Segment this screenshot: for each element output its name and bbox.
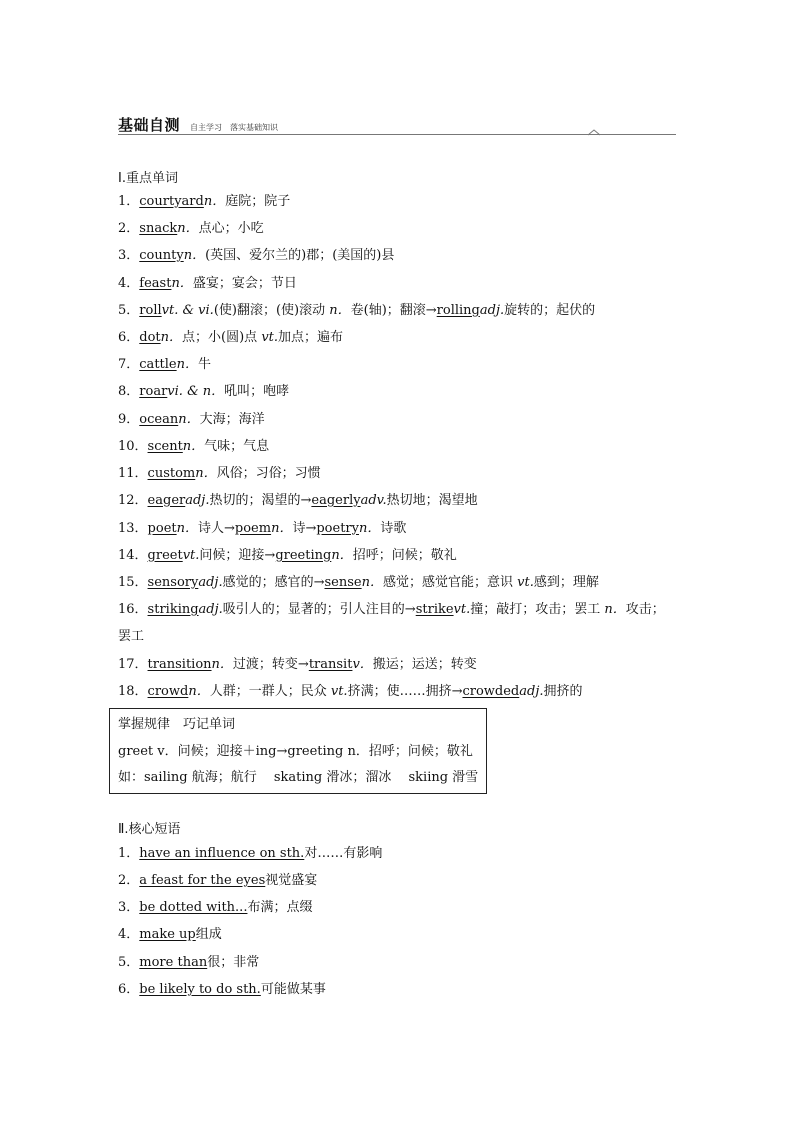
part-of-speech: n．	[183, 248, 206, 263]
definition: 攻击；	[625, 602, 665, 617]
entry-number: 18．	[118, 684, 148, 699]
entry-number: 4．	[118, 927, 140, 942]
header-subtitle: 自主学习 落实基础知识	[190, 123, 278, 132]
definition: 招呼；问候；敬礼	[352, 548, 457, 563]
tip-box-line: greet v．问候；迎接＋ing→greeting n．招呼；问候；敬礼	[118, 744, 473, 759]
definition: 很；非常	[207, 955, 260, 970]
word-entry	[118, 248, 682, 264]
part-of-speech: n．	[271, 521, 293, 536]
part-of-speech: adj.	[185, 493, 210, 508]
word-entry	[118, 276, 682, 292]
phrase-entry	[118, 955, 682, 971]
part-of-speech: vt. & vi.	[161, 303, 214, 318]
tip-box-title: 掌握规律 巧记单词	[118, 717, 236, 732]
word-entry	[118, 466, 682, 482]
part-of-speech: adj.	[479, 303, 505, 318]
definition: 感觉；感觉官能；意识	[382, 575, 513, 590]
definition: (使)翻滚；(使)滚动	[213, 303, 326, 318]
phrase-entry	[118, 900, 682, 916]
vocab-word: snack	[139, 221, 178, 236]
vocab-word: eager	[147, 493, 186, 508]
vocab-word: greeting	[275, 548, 332, 563]
word-entry	[118, 657, 682, 673]
vocab-word: eagerly	[311, 493, 361, 508]
word-entry	[118, 384, 682, 400]
part-of-speech: adv.	[360, 493, 387, 508]
entry-number: 5．	[118, 955, 140, 970]
phrase-entry	[118, 873, 682, 889]
vocab-word: sensory	[147, 575, 199, 590]
word-entry	[118, 221, 682, 237]
part-of-speech: adj.	[198, 575, 223, 590]
tip-box-line: 如：sailing 航海；航行 skating 滑冰；溜冰 skiing 滑雪	[118, 770, 479, 785]
part-of-speech: n．	[182, 439, 205, 454]
phrase: a feast for the eyes	[139, 873, 266, 888]
part-of-speech: vt.	[182, 548, 200, 563]
vocab-word: rolling	[436, 303, 480, 318]
word-entry	[118, 357, 682, 373]
part-of-speech: n．	[178, 412, 200, 427]
vocab-word: custom	[147, 466, 196, 481]
word-entry	[118, 194, 682, 210]
entry-number: 11．	[118, 466, 148, 481]
entry-number: 2．	[118, 221, 140, 236]
definition: 人群；一群人；民众	[209, 684, 327, 699]
section-title-words: Ⅰ.重点单词	[118, 171, 178, 186]
vocab-word: courtyard	[139, 194, 204, 209]
entry-number: 1．	[118, 846, 140, 861]
entry-number: 2．	[118, 873, 140, 888]
entry-number: 3．	[118, 900, 140, 915]
word-entry	[118, 439, 682, 455]
vocab-word: crowd	[147, 684, 189, 699]
definition: 过渡；转变→	[232, 657, 309, 672]
word-entry	[118, 412, 682, 428]
part-of-speech: vt.	[517, 575, 534, 590]
header-title: 基础自测	[118, 116, 181, 134]
word-entry	[118, 330, 682, 346]
definition: 盛宴；宴会；节日	[192, 276, 297, 291]
definition: 问候；迎接→	[199, 548, 276, 563]
part-of-speech: n．	[203, 194, 226, 209]
definition: 气味；气息	[204, 439, 270, 454]
definition: 拥挤的	[543, 684, 583, 699]
part-of-speech: n．	[188, 684, 210, 699]
part-of-speech: vi. & n．	[167, 384, 225, 399]
vocab-word: dot	[139, 330, 161, 345]
definition: 布满；点缀	[247, 900, 313, 915]
part-of-speech: vt.	[261, 330, 279, 345]
part-of-speech: adj.	[519, 684, 544, 699]
vocab-word: roll	[139, 303, 162, 318]
vocab-word: poetry	[316, 521, 359, 536]
word-entry	[118, 575, 682, 591]
definition: 可能做某事	[260, 982, 326, 997]
word-entry-continuation	[118, 629, 682, 645]
phrase-entry	[118, 927, 682, 943]
entry-number: 10．	[118, 439, 148, 454]
entry-number: 12．	[118, 493, 148, 508]
vocab-word: sense	[324, 575, 362, 590]
part-of-speech: n．	[361, 575, 383, 590]
definition: 加点；遍布	[278, 330, 344, 345]
vocab-word: county	[139, 248, 184, 263]
word-entry	[118, 602, 682, 618]
vocab-word: roar	[139, 384, 168, 399]
phrase: be likely to do sth.	[139, 982, 261, 997]
entry-number: 17．	[118, 657, 148, 672]
phrase-entry	[118, 982, 682, 998]
definition: 风俗；习俗；习惯	[216, 466, 321, 481]
definition: 感到；理解	[533, 575, 599, 590]
word-entry	[118, 493, 682, 509]
section-title-phrases: Ⅱ.核心短语	[118, 822, 181, 837]
definition: 卷(轴)；翻滚→	[350, 303, 437, 318]
rule-notch-icon	[588, 129, 600, 137]
definition: 诗→	[292, 521, 317, 536]
entry-number: 6．	[118, 330, 140, 345]
entry-number: 16．	[118, 602, 148, 617]
vocab-word: crowded	[462, 684, 520, 699]
entry-number: 7．	[118, 357, 140, 372]
definition: 视觉盛宴	[265, 873, 318, 888]
part-of-speech: vt.	[453, 602, 471, 617]
definition: 组成	[195, 927, 222, 942]
vocab-word: striking	[147, 602, 199, 617]
tip-box	[109, 708, 487, 794]
definition: 挤满；使……拥挤→	[347, 684, 463, 699]
entry-number: 8．	[118, 384, 140, 399]
phrase: more than	[139, 955, 208, 970]
vocab-word: poet	[147, 521, 177, 536]
vocab-word: poem	[234, 521, 272, 536]
definition: 感觉的；感官的→	[222, 575, 325, 590]
definition: 牛	[198, 357, 212, 372]
phrase-entry	[118, 846, 682, 862]
entry-number: 5．	[118, 303, 140, 318]
phrase: have an influence on sth.	[139, 846, 305, 861]
part-of-speech: v．	[352, 657, 373, 672]
vocab-word: transit	[308, 657, 353, 672]
section-header	[118, 114, 676, 140]
definition: 点；小(圆)点	[182, 330, 258, 345]
entry-number: 1．	[118, 194, 140, 209]
entry-number: 15．	[118, 575, 148, 590]
part-of-speech: n．	[177, 221, 199, 236]
word-entry	[118, 548, 682, 564]
part-of-speech: n．	[331, 548, 353, 563]
definition: 诗人→	[198, 521, 235, 536]
definition: 庭院；院子	[225, 194, 291, 209]
definition: 对……有影响	[304, 846, 383, 861]
word-entry	[118, 303, 682, 319]
entry-number: 13．	[118, 521, 148, 536]
entry-number: 6．	[118, 982, 140, 997]
part-of-speech: n．	[358, 521, 381, 536]
part-of-speech: n．	[211, 657, 233, 672]
definition: 点心；小吃	[198, 221, 264, 236]
definition: 热切地；渴望地	[386, 493, 478, 508]
part-of-speech: n．	[329, 303, 351, 318]
part-of-speech: n．	[160, 330, 183, 345]
vocab-word: cattle	[139, 357, 177, 372]
vocab-word: transition	[147, 657, 212, 672]
definition: 热切的；渴望的→	[209, 493, 312, 508]
part-of-speech: vt.	[330, 684, 348, 699]
vocab-word: scent	[147, 439, 183, 454]
definition: 撞；敲打；攻击；罢工	[470, 602, 601, 617]
vocab-word: ocean	[139, 412, 179, 427]
entry-number: 3．	[118, 248, 140, 263]
phrase: be dotted with...	[139, 900, 248, 915]
part-of-speech: n．	[176, 521, 198, 536]
vocab-word: greet	[147, 548, 183, 563]
part-of-speech: adj.	[198, 602, 223, 617]
definition: (英国、爱尔兰的)郡；(美国的)县	[205, 248, 395, 263]
definition: 罢工	[118, 629, 145, 644]
entry-number: 9．	[118, 412, 140, 427]
word-entry	[118, 684, 682, 700]
definition: 吼叫；咆哮	[224, 384, 290, 399]
definition: 大海；海洋	[199, 412, 265, 427]
entry-number: 14．	[118, 548, 148, 563]
vocab-word: strike	[415, 602, 454, 617]
part-of-speech: n．	[171, 276, 193, 291]
part-of-speech: n．	[604, 602, 626, 617]
vocab-word: feast	[139, 276, 172, 291]
entry-number: 4．	[118, 276, 140, 291]
part-of-speech: n．	[195, 466, 217, 481]
definition: 吸引人的；显著的；引人注目的→	[222, 602, 416, 617]
definition: 搬运；运送；转变	[372, 657, 477, 672]
definition: 旋转的；起伏的	[504, 303, 596, 318]
word-entry	[118, 521, 682, 537]
definition: 诗歌	[380, 521, 407, 536]
part-of-speech: n．	[176, 357, 198, 372]
phrase: make up	[139, 927, 196, 942]
